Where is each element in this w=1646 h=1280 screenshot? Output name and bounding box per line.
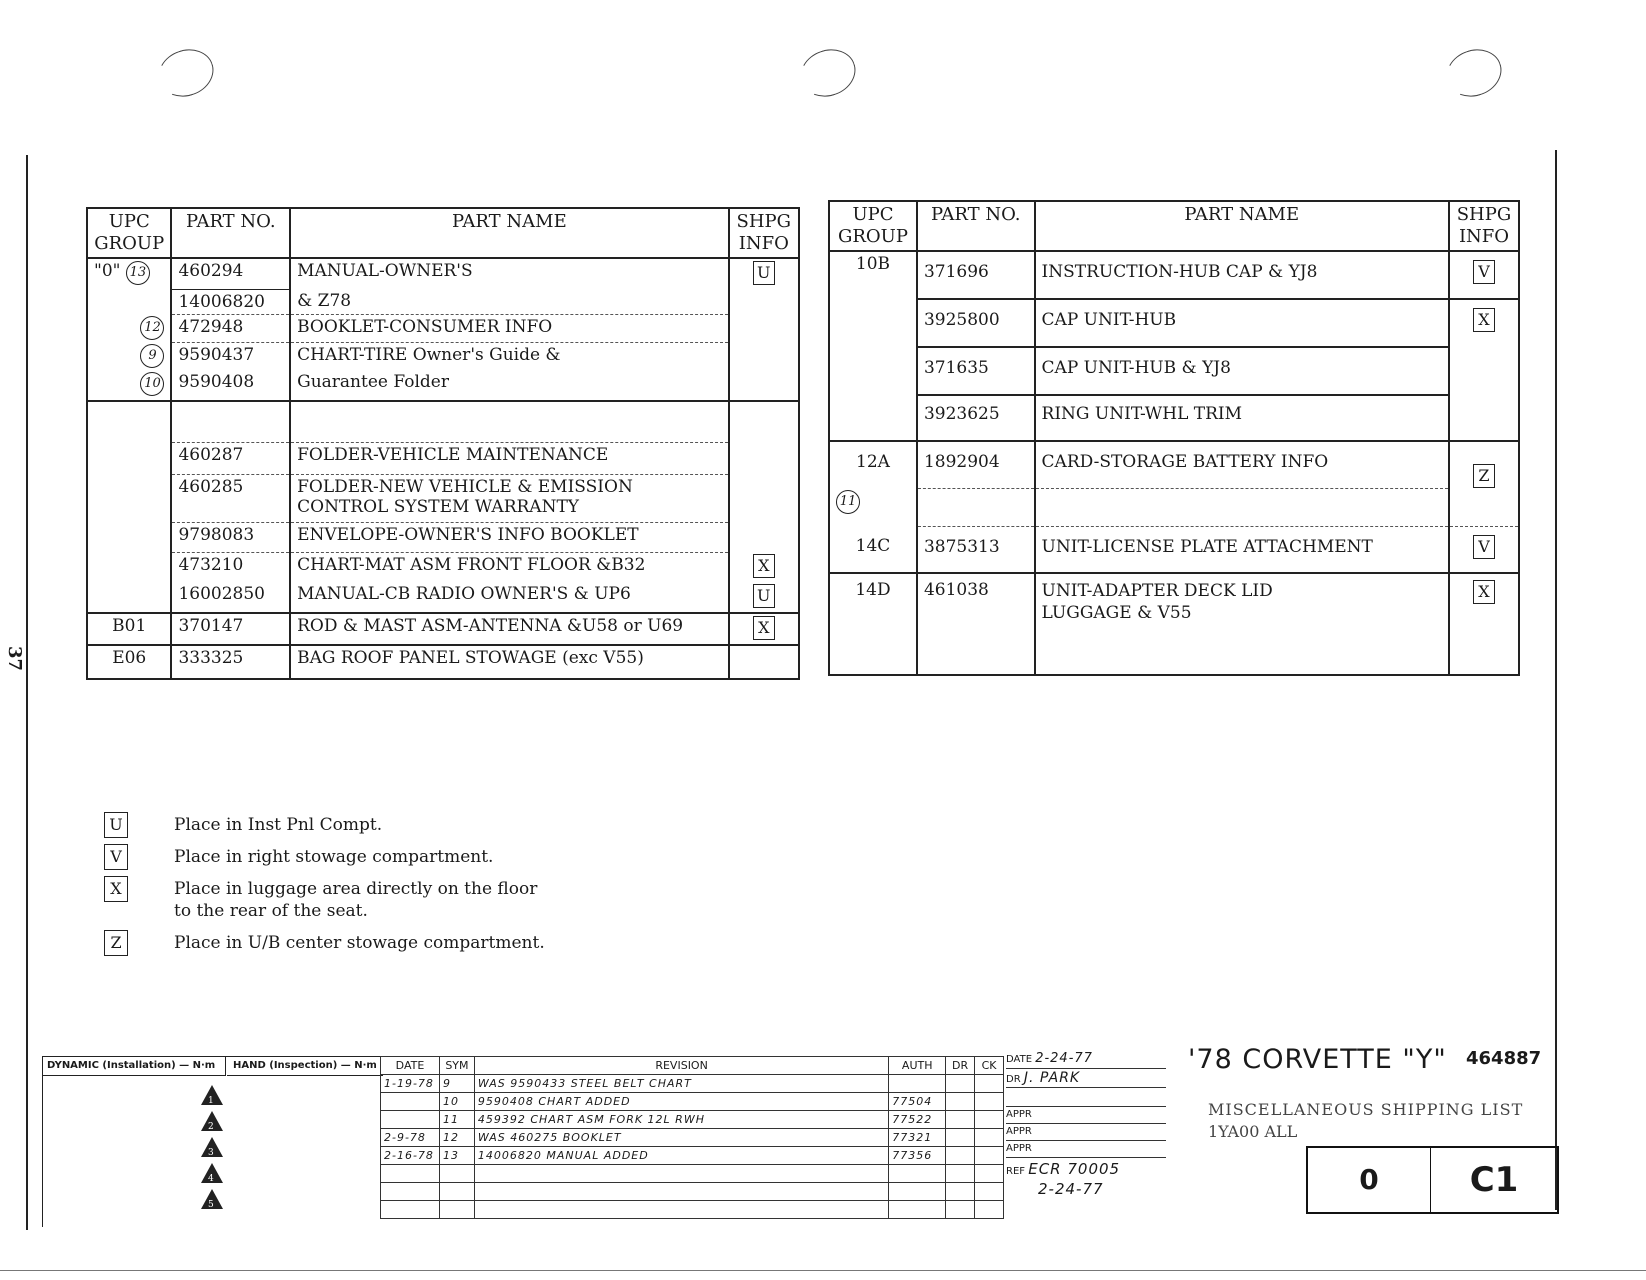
rev-sym: 13 [439, 1147, 474, 1165]
shpg-cell [1449, 573, 1519, 675]
shpg-cell [1449, 299, 1519, 441]
shpg-cell [729, 613, 799, 645]
part-no: 9590437 [171, 342, 290, 370]
triangle-list [201, 1085, 231, 1215]
table-cell-upc [87, 401, 171, 442]
header-part-no: PART NO. [917, 201, 1035, 251]
shpg-code: X [753, 616, 775, 640]
circled-symbol: 13 [126, 261, 150, 285]
part-name: CHART-MAT ASM FRONT FLOOR &B32 [290, 552, 728, 582]
signoff-appr-row: APPR [1006, 1124, 1166, 1141]
signoff-date-row: DATE 2-24-77 [1006, 1050, 1166, 1069]
part-no: 333325 [171, 645, 290, 679]
part-name [1035, 488, 1449, 526]
hand-label: HAND (Inspection) — N·m [227, 1057, 383, 1076]
dynamic-label: DYNAMIC (Installation) — N·m [43, 1057, 226, 1076]
part-name: UNIT-ADAPTER DECK LID LUGGAGE & V55 [1035, 573, 1449, 675]
part-name: BOOKLET-CONSUMER INFO [290, 314, 728, 342]
part-name: MANUAL-CB RADIO OWNER'S & UP6 [290, 582, 728, 613]
triangle-icon: 4 [201, 1163, 223, 1183]
rev-sym: 9 [439, 1075, 474, 1093]
part-no: 460285 [171, 474, 290, 522]
shpg-cell [1449, 526, 1519, 573]
table-cell-upc [87, 522, 171, 552]
legend-text: Place in U/B center stowage compartment. [174, 933, 545, 953]
triangle-icon: 2 [201, 1111, 223, 1131]
part-name: MANUAL-OWNER'S [290, 258, 728, 289]
table-cell-upc [87, 370, 171, 401]
punch-hole-icon [152, 42, 220, 104]
part-name: CAP UNIT-HUB [1035, 299, 1449, 347]
table-cell-upc: 12A [829, 441, 917, 488]
page-number: 37 [4, 645, 26, 672]
drawing-number: 464887 [1466, 1048, 1542, 1069]
header-upc-group: UPC GROUP [87, 208, 171, 258]
shpg-code: V [1473, 260, 1495, 284]
table-cell-upc [87, 474, 171, 522]
part-no: 16002850 [171, 582, 290, 613]
drawing-title: '78 CORVETTE "Y" [1188, 1044, 1447, 1075]
part-no: 461038 [917, 573, 1035, 675]
rev-date [381, 1111, 440, 1129]
part-no: 371635 [917, 347, 1035, 395]
drawing-title-box [1166, 1044, 1556, 1144]
table-cell-upc: 14C [829, 526, 917, 573]
part-no: 3923625 [917, 395, 1035, 441]
shpg-code: X [1473, 580, 1495, 604]
rev-auth: 77522 [889, 1111, 946, 1129]
rev-sym: 10 [439, 1093, 474, 1111]
rev-auth: 77504 [889, 1093, 946, 1111]
rev-sym: 11 [439, 1111, 474, 1129]
shpg-code: V [1473, 535, 1495, 559]
legend-code: Z [104, 930, 128, 956]
part-no: 1892904 [917, 441, 1035, 488]
part-name: BAG ROOF PANEL STOWAGE (exc V55) [290, 645, 728, 679]
part-no [917, 488, 1035, 526]
rev-header-dr: DR [946, 1057, 975, 1075]
rev-header-revision: REVISION [474, 1057, 888, 1075]
right-parts-table [828, 200, 1520, 676]
header-upc-group: UPC GROUP [829, 201, 917, 251]
part-no: 460294 [171, 258, 290, 289]
part-name: & Z78 [290, 289, 728, 314]
part-no: 472948 [171, 314, 290, 342]
rev-text: WAS 460275 BOOKLET [474, 1129, 888, 1147]
rev-date: 2-16-78 [381, 1147, 440, 1165]
signoff-dr-row: DR J. PARK [1006, 1069, 1166, 1088]
triangle-icon: 1 [201, 1085, 223, 1105]
rev-text: 459392 CHART ASM FORK 12L RWH [474, 1111, 888, 1129]
part-name: Guarantee Folder [290, 370, 728, 401]
table-cell-upc: "0" 13 [87, 258, 171, 289]
table-cell-upc [87, 442, 171, 474]
part-name: ENVELOPE-OWNER'S INFO BOOKLET [290, 522, 728, 552]
rev-auth [889, 1075, 946, 1093]
table-cell-upc: E06 [87, 645, 171, 679]
legend-text: Place in Inst Pnl Compt. [174, 815, 383, 835]
part-no: 9590408 [171, 370, 290, 401]
part-no: 3925800 [917, 299, 1035, 347]
rev-date: 2-9-78 [381, 1129, 440, 1147]
part-no: 371696 [917, 251, 1035, 299]
table-cell-upc [87, 314, 171, 342]
rev-text: WAS 9590433 STEEL BELT CHART [474, 1075, 888, 1093]
header-part-name: PART NAME [1035, 201, 1449, 251]
drawing-subtitle: MISCELLANEOUS SHIPPING LIST [1208, 1100, 1524, 1119]
shpg-cell [1449, 441, 1519, 526]
rev-date: 1-19-78 [381, 1075, 440, 1093]
table-row [381, 1147, 1004, 1165]
shpg-code: Z [1473, 464, 1495, 488]
shpg-cell [729, 645, 799, 679]
legend-code: X [104, 876, 128, 902]
part-no: 3875313 [917, 526, 1035, 573]
rev-header-ck: CK [975, 1057, 1004, 1075]
table-cell-upc: B01 [87, 613, 171, 645]
rev-auth: 77356 [889, 1147, 946, 1165]
table-cell-upc [87, 289, 171, 314]
table-row [381, 1093, 1004, 1111]
table-cell-upc [87, 582, 171, 613]
shpg-cell [729, 258, 799, 401]
sheet-cell-a: 0 [1306, 1146, 1431, 1214]
table-cell-upc [829, 488, 917, 526]
part-name: CHART-TIRE Owner's Guide & [290, 342, 728, 370]
part-name: ROD & MAST ASM-ANTENNA &U58 or U69 [290, 613, 728, 645]
drawing-subtitle-2: 1YA00 ALL [1208, 1122, 1298, 1141]
shpg-cell [1449, 251, 1519, 299]
signoff-block [1006, 1050, 1166, 1220]
part-no [171, 401, 290, 442]
signoff-blank-row [1006, 1088, 1166, 1107]
rev-sym: 12 [439, 1129, 474, 1147]
triangle-icon: 3 [201, 1137, 223, 1157]
triangle-icon: 5 [201, 1189, 223, 1209]
part-no: 473210 [171, 552, 290, 582]
shpg-cell [729, 582, 799, 613]
circled-symbol: 9 [140, 344, 164, 368]
revision-table [380, 1056, 1004, 1219]
table-cell-upc: 14D [829, 573, 917, 675]
signoff-ref-row: REF ECR 70005 [1006, 1160, 1121, 1178]
rev-date [381, 1093, 440, 1111]
rev-header-date: DATE [381, 1057, 440, 1075]
rev-header-auth: AUTH [889, 1057, 946, 1075]
circled-symbol: 12 [140, 316, 164, 340]
shpg-code: X [753, 554, 775, 578]
table-cell-upc: 10B [829, 251, 917, 441]
part-name: INSTRUCTION-HUB CAP & YJ8 [1035, 251, 1449, 299]
legend-code: U [104, 812, 128, 838]
circled-symbol: 11 [836, 490, 860, 514]
shpg-cell [729, 552, 799, 582]
signoff-ref-date: 2-24-77 [1038, 1180, 1104, 1198]
part-name: RING UNIT-WHL TRIM [1035, 395, 1449, 441]
part-name: FOLDER-VEHICLE MAINTENANCE [290, 442, 728, 474]
signoff-appr-row: APPR [1006, 1141, 1166, 1158]
legend-code: V [104, 844, 128, 870]
shpg-code: U [753, 261, 775, 285]
table-row [381, 1075, 1004, 1093]
page-border-left [26, 155, 28, 1230]
header-part-name: PART NAME [290, 208, 728, 258]
rev-text: 9590408 CHART ADDED [474, 1093, 888, 1111]
rev-text: 14006820 MANUAL ADDED [474, 1147, 888, 1165]
part-no: 9798083 [171, 522, 290, 552]
circled-symbol: 10 [140, 372, 164, 396]
sheet-cell-b: C1 [1430, 1146, 1559, 1214]
shpg-code: X [1473, 308, 1495, 332]
table-cell-upc [87, 342, 171, 370]
part-name: CARD-STORAGE BATTERY INFO [1035, 441, 1449, 488]
part-name: FOLDER-NEW VEHICLE & EMISSION CONTROL SYSTEM WARRANTY [290, 474, 728, 522]
legend-text: Place in right stowage compartment. [174, 847, 494, 867]
rev-auth: 77321 [889, 1129, 946, 1147]
rev-header-sym: SYM [439, 1057, 474, 1075]
table-cell-upc [87, 552, 171, 582]
shpg-cell [729, 401, 799, 552]
legend-text: Place in luggage area directly on the floor to the rear of the seat. [174, 879, 538, 921]
punch-hole-icon [794, 42, 862, 104]
part-name: UNIT-LICENSE PLATE ATTACHMENT [1035, 526, 1449, 573]
header-part-no: PART NO. [171, 208, 290, 258]
header-shpg-info: SHPG INFO [729, 208, 799, 258]
table-row [381, 1111, 1004, 1129]
header-shpg-info: SHPG INFO [1449, 201, 1519, 251]
part-no: 14006820 [171, 289, 290, 314]
torque-block [42, 1056, 381, 1227]
left-parts-table [86, 207, 800, 680]
shpg-code: U [753, 584, 775, 608]
part-no: 460287 [171, 442, 290, 474]
part-name [290, 401, 728, 442]
table-row [381, 1129, 1004, 1147]
signoff-appr-row: APPR [1006, 1107, 1166, 1124]
punch-hole-icon [1440, 42, 1508, 104]
page-border-bottom [0, 1270, 1646, 1271]
part-name: CAP UNIT-HUB & YJ8 [1035, 347, 1449, 395]
part-no: 370147 [171, 613, 290, 645]
